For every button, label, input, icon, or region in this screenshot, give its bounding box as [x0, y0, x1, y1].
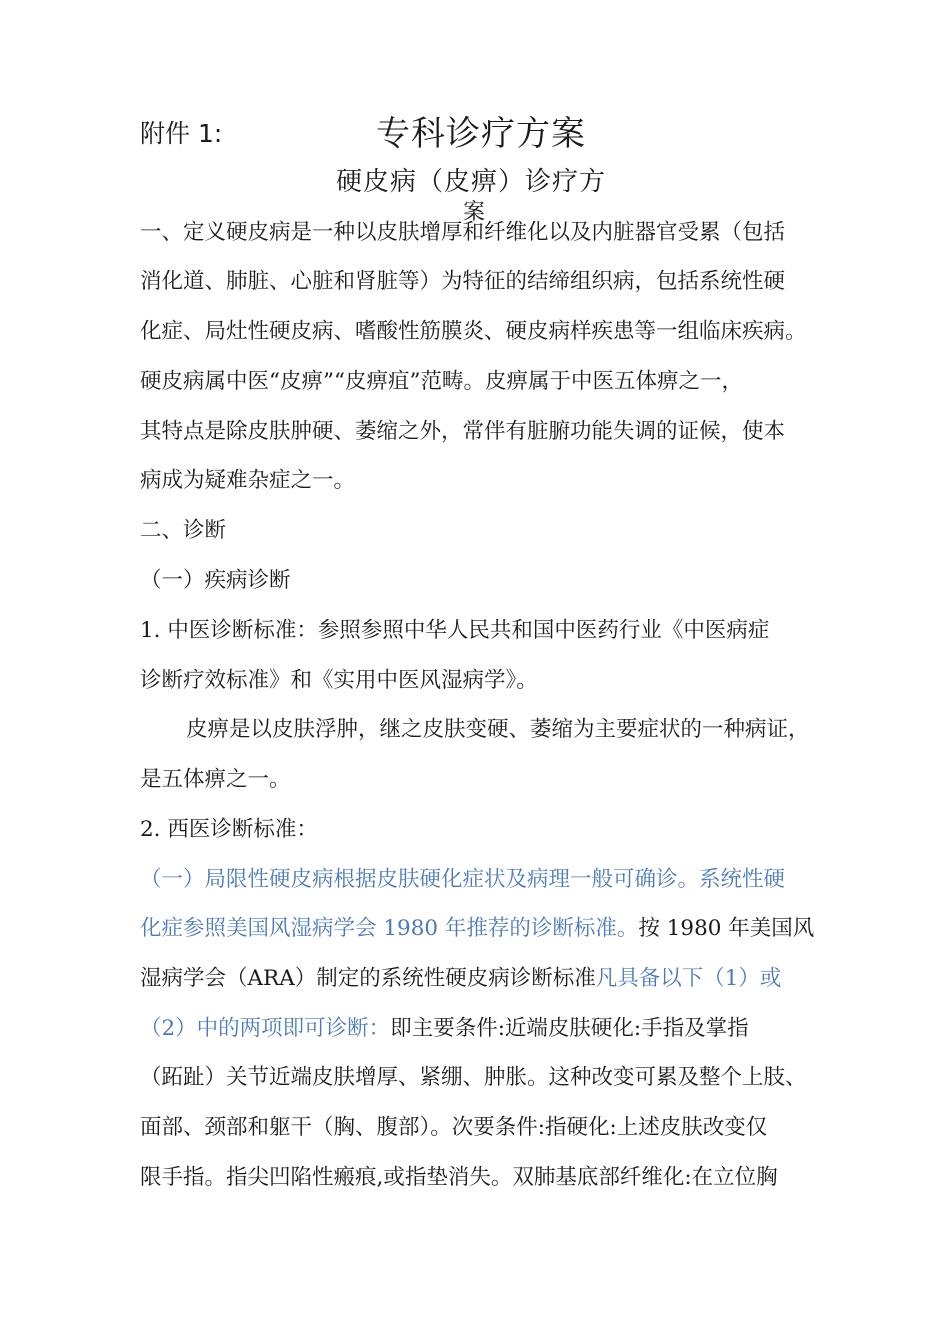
paragraph-line: 一、定义硬皮病是一种以皮肤增厚和纤维化以及内脏器官受累（包括: [140, 220, 786, 245]
paragraph-line: （一）局限性硬皮病根据皮肤硬化症状及病理一般可确诊。系统性硬: [140, 867, 786, 892]
plain-text: 湿病学会（ARA）制定的系统性硬皮病诊断标准: [140, 966, 596, 991]
section-title: 硬皮病（皮痹）诊疗方: [336, 167, 607, 197]
paragraph-line: 皮痹是以皮肤浮肿，继之皮肤变硬、萎缩为主要症状的一种病证，: [186, 717, 810, 742]
paragraph-line: 面部、颈部和躯干（胸、腹部）。次要条件:指硬化:上述皮肤改变仅: [140, 1115, 768, 1140]
paragraph-line: 硬皮病属中医“皮痹”“皮痹疽”范畴。皮痹属于中医五体痹之一，: [140, 369, 743, 394]
paragraph-line: 诊断疗效标准》和《实用中医风湿病学》。: [140, 668, 538, 693]
attachment-label: 附件 1:: [140, 119, 223, 148]
plain-text: 按 1980 年美国风: [638, 916, 815, 941]
paragraph-line: 化症、局灶性硬皮病、嗜酸性筋膜炎、硬皮病样疾患等一组临床疾病。: [140, 319, 807, 344]
plain-text: 即主要条件:近端皮肤硬化:手指及掌指: [390, 1016, 749, 1041]
subheading-disease-diagnosis: （一）疾病诊断: [140, 568, 291, 593]
paragraph-line: （跖趾）关节近端皮肤增厚、紧绷、肿胀。这种改变可累及整个上肢、: [140, 1065, 807, 1090]
section-title-continued: 案: [463, 200, 486, 225]
paragraph-line: 病成为疑难杂症之一。: [140, 468, 356, 493]
paragraph-line: 1. 中医诊断标准：参照参照中华人民共和国中医药行业《中医病症: [140, 618, 770, 643]
highlighted-text: （2）中的两项即可诊断：: [140, 1016, 391, 1041]
paragraph-line: [140, 1011, 749, 1042]
paragraph-line: [140, 911, 814, 942]
highlighted-text: 化症参照美国风湿病学会 1980 年推荐的诊断标准。: [140, 916, 639, 941]
paragraph-line: 其特点是除皮肤肿硬、萎缩之外，常伴有脏腑功能失调的证候，使本: [140, 419, 786, 444]
paragraph-line: 限手指。指尖凹陷性瘢痕,或指垫消失。双肺基底部纤维化:在立位胸: [140, 1165, 778, 1190]
paragraph-line: 消化道、肺脏、心脏和肾脏等）为特征的结缔组织病，包括系统性硬: [140, 269, 786, 294]
heading-diagnosis: 二、诊断: [140, 518, 227, 543]
page-title: 专科诊疗方案: [376, 114, 586, 154]
western-criteria-label: 2. 西医诊断标准：: [140, 817, 318, 842]
paragraph-line: 是五体痹之一。: [140, 767, 291, 792]
paragraph-line: [140, 961, 781, 992]
highlighted-text: 凡具备以下（1）或: [595, 966, 782, 991]
